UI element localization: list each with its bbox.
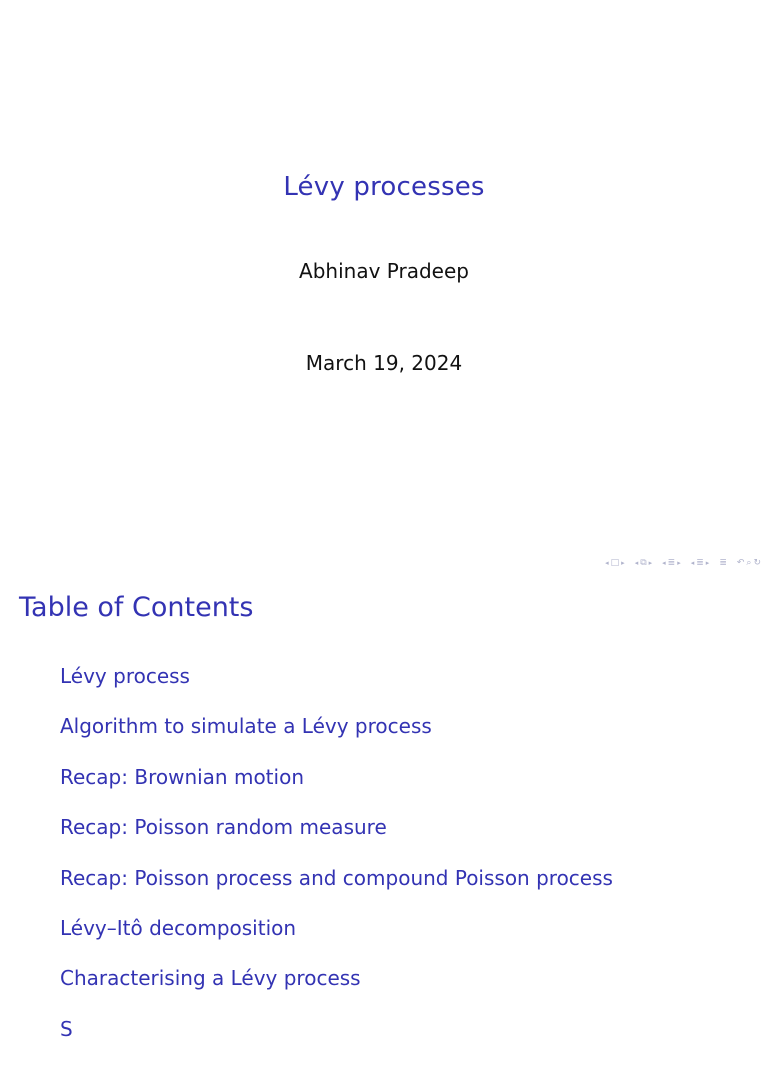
beamer-navigation-bar: [604, 556, 762, 570]
nav-tools-group: [736, 556, 762, 570]
nav-prev-arrow-icon[interactable]: ◂: [634, 559, 639, 567]
subsection-icon[interactable]: ≣: [696, 558, 704, 568]
toc-item[interactable]: Lévy process: [60, 664, 190, 688]
toc-item[interactable]: S: [60, 1016, 73, 1041]
nav-next-arrow-icon[interactable]: ▸: [648, 559, 653, 567]
section-icon[interactable]: ≣: [667, 558, 676, 568]
frame-icon[interactable]: □: [610, 558, 620, 568]
toc-item[interactable]: Recap: Brownian motion: [60, 764, 304, 789]
presentation-title: Lévy processes: [283, 172, 485, 202]
nav-subsection-group: [634, 556, 653, 570]
nav-doc-group: [690, 556, 711, 570]
redo-icon[interactable]: ↻: [753, 558, 761, 568]
nav-frame-group: [604, 556, 626, 570]
presentation-date: March 19, 2024: [305, 351, 463, 375]
nav-next-arrow-icon[interactable]: ▸: [705, 559, 710, 567]
undo-icon[interactable]: ↶: [736, 558, 745, 568]
nav-prev-arrow-icon[interactable]: ◂: [690, 559, 695, 567]
author-name: Abhinav Pradeep: [299, 259, 469, 283]
subsection-icon[interactable]: ⧉: [640, 558, 647, 568]
nav-prev-arrow-icon[interactable]: ◂: [605, 559, 609, 567]
toc-list: [60, 662, 613, 1065]
search-icon[interactable]: ⌕: [746, 558, 752, 568]
nav-next-arrow-icon[interactable]: ▸: [677, 559, 681, 567]
toc-slide: [0, 576, 768, 1041]
toc-item[interactable]: Lévy–Itô decomposition: [60, 915, 297, 940]
toc-item[interactable]: Characterising a Lévy process: [60, 966, 361, 991]
nav-align-group: [718, 556, 728, 570]
toc-item[interactable]: Algorithm to simulate a Lévy process: [60, 714, 432, 739]
nav-next-arrow-icon[interactable]: ▸: [621, 559, 625, 567]
toc-item[interactable]: Recap: Poisson process and compound Poisson process: [60, 865, 613, 890]
nav-prev-arrow-icon[interactable]: ◂: [662, 559, 666, 567]
align-icon[interactable]: ≣: [719, 558, 727, 568]
nav-section-group: [661, 556, 682, 570]
toc-item[interactable]: Recap: Poisson random measure: [60, 815, 387, 840]
frame-title: Table of Contents: [19, 592, 254, 623]
